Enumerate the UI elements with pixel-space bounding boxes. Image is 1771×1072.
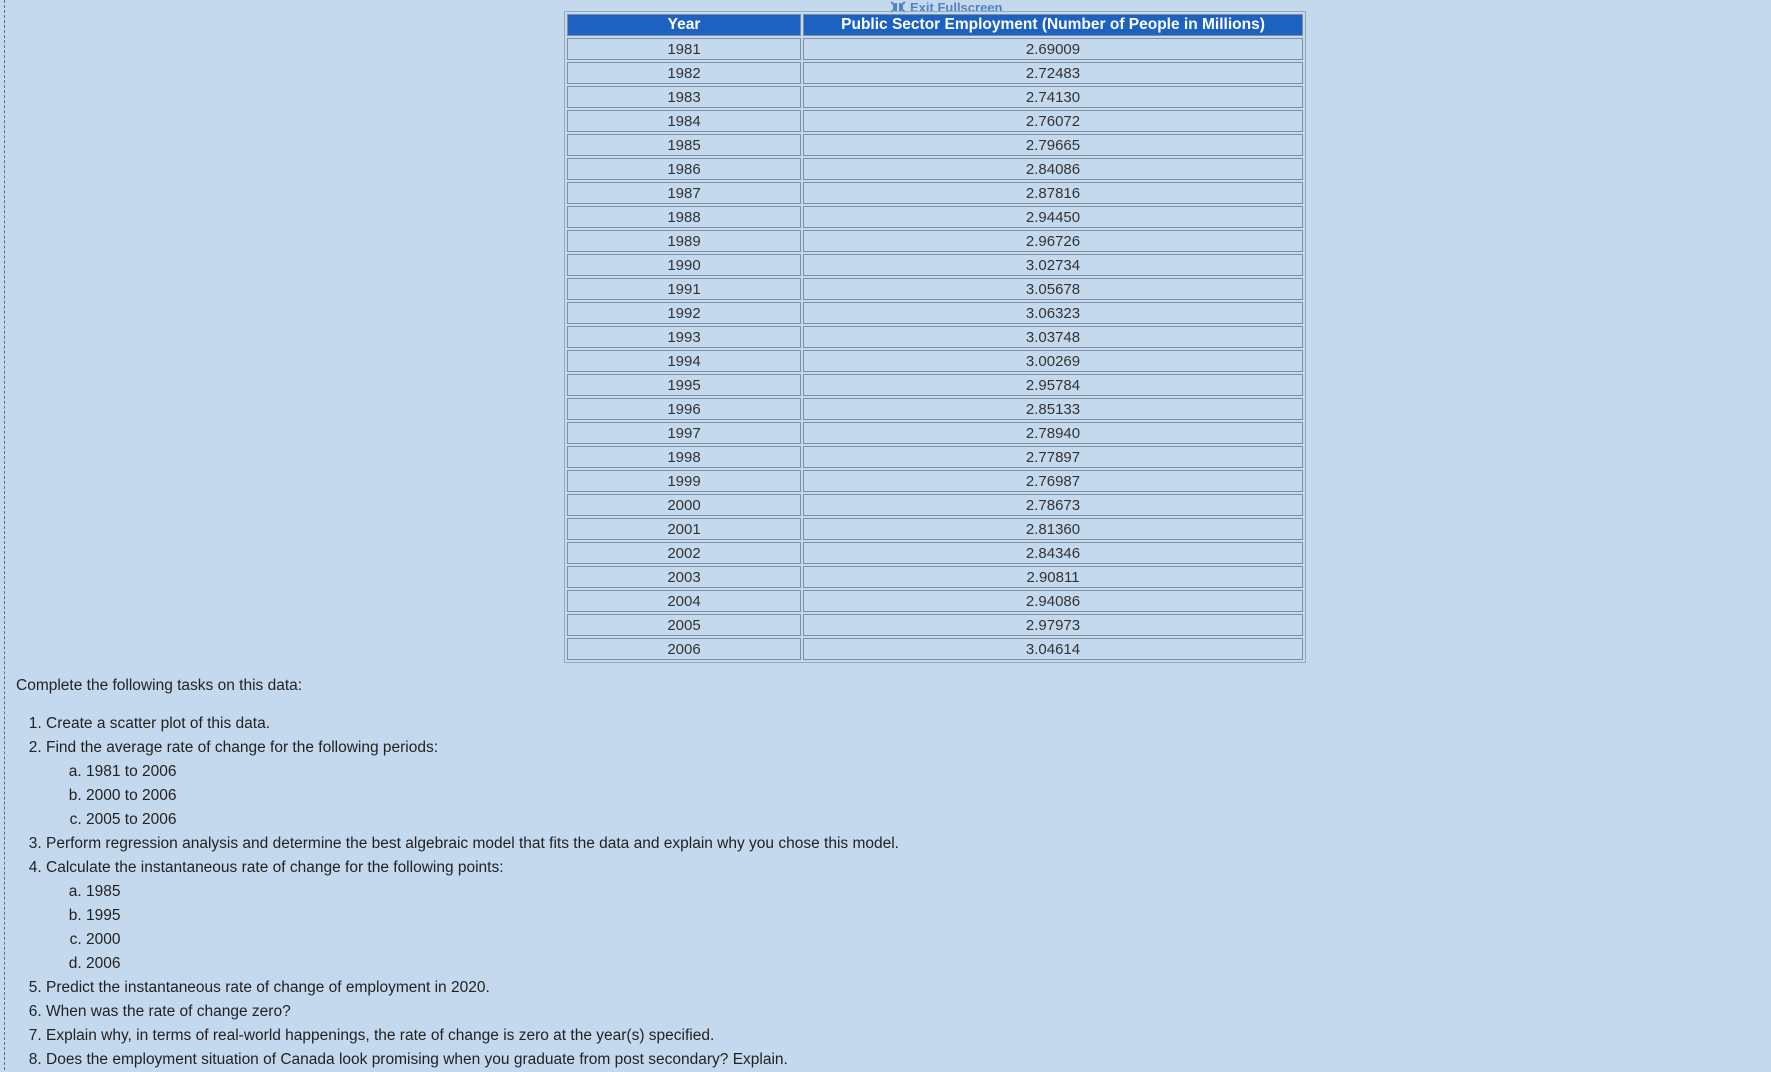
table-row: [567, 86, 1303, 108]
subtask-item: a. 1985: [86, 880, 899, 904]
cell-employment: 2.79665: [803, 134, 1303, 156]
cell-employment: 3.05678: [803, 278, 1303, 300]
cell-employment: 2.94086: [803, 590, 1303, 612]
table-row: [567, 590, 1303, 612]
cell-year: 2002: [567, 542, 801, 564]
cell-year: 1997: [567, 422, 801, 444]
employment-table: [564, 11, 1306, 663]
table-row: [567, 230, 1303, 252]
subtask-item: b. 1995: [86, 904, 899, 928]
cell-employment: 2.76987: [803, 470, 1303, 492]
cell-year: 1993: [567, 326, 801, 348]
cell-employment: 2.78940: [803, 422, 1303, 444]
cell-employment: 2.81360: [803, 518, 1303, 540]
cell-year: 2006: [567, 638, 801, 660]
cell-employment: 2.69009: [803, 38, 1303, 60]
instructions-intro: Complete the following tasks on this data:: [16, 677, 303, 694]
table-row: [567, 494, 1303, 516]
cell-year: 1996: [567, 398, 801, 420]
task-item: [46, 1000, 899, 1024]
cell-employment: 3.03748: [803, 326, 1303, 348]
task-text: When was the rate of change zero?: [46, 1003, 291, 1020]
cell-year: 1999: [567, 470, 801, 492]
cell-employment: 2.84346: [803, 542, 1303, 564]
cell-year: 1982: [567, 62, 801, 84]
table-row: [567, 614, 1303, 636]
table-row: [567, 134, 1303, 156]
cell-year: 1990: [567, 254, 801, 276]
table-row: [567, 302, 1303, 324]
subtask-item: b. 2000 to 2006: [86, 784, 899, 808]
task-item: [46, 1048, 899, 1072]
subtask-item: c. 2000: [86, 928, 899, 952]
table-row: [567, 278, 1303, 300]
cell-employment: 2.76072: [803, 110, 1303, 132]
cell-year: 1985: [567, 134, 801, 156]
cell-employment: 2.72483: [803, 62, 1303, 84]
task-text: Calculate the instantaneous rate of change for the following points:: [46, 859, 504, 876]
table-row: [567, 350, 1303, 372]
task-instructions: [16, 677, 899, 1072]
subtask-item: a. 1981 to 2006: [86, 760, 899, 784]
cell-employment: 3.00269: [803, 350, 1303, 372]
cell-employment: 2.84086: [803, 158, 1303, 180]
cell-employment: 2.87816: [803, 182, 1303, 204]
cell-year: 2004: [567, 590, 801, 612]
cell-year: 1986: [567, 158, 801, 180]
task-item: [46, 736, 899, 832]
cell-year: 2003: [567, 566, 801, 588]
task-list: [16, 712, 899, 1072]
task-text: Explain why, in terms of real-world happenings, the rate of change is zero at the year(s) specified.: [46, 1027, 715, 1044]
subtask-list: [46, 880, 899, 976]
table-row: [567, 254, 1303, 276]
table-row: [567, 206, 1303, 228]
table-header-row: [567, 14, 1303, 36]
task-item: [46, 712, 899, 736]
task-text: Find the average rate of change for the following periods:: [46, 739, 439, 756]
cell-employment: 3.06323: [803, 302, 1303, 324]
cell-employment: 3.02734: [803, 254, 1303, 276]
cell-year: 1984: [567, 110, 801, 132]
task-text: Predict the instantaneous rate of change of employment in 2020.: [46, 979, 490, 996]
cell-employment: 2.94450: [803, 206, 1303, 228]
table-row: [567, 566, 1303, 588]
cell-year: 2005: [567, 614, 801, 636]
table-row: [567, 158, 1303, 180]
table-row: [567, 398, 1303, 420]
table-row: [567, 182, 1303, 204]
cell-year: 1991: [567, 278, 801, 300]
header-year: Year: [567, 14, 801, 36]
cell-year: 1994: [567, 350, 801, 372]
table-row: [567, 542, 1303, 564]
task-text: Create a scatter plot of this data.: [46, 715, 271, 732]
exit-fullscreen-label: Exit Fullscreen: [910, 1, 1003, 13]
task-item: [46, 1024, 899, 1048]
table-row: [567, 110, 1303, 132]
cell-employment: 2.78673: [803, 494, 1303, 516]
table-row: [567, 470, 1303, 492]
table-row: [567, 374, 1303, 396]
task-item: [46, 856, 899, 976]
cell-employment: 3.04614: [803, 638, 1303, 660]
cell-employment: 2.77897: [803, 446, 1303, 468]
cell-employment: 2.96726: [803, 230, 1303, 252]
header-employment: Public Sector Employment (Number of People in Millions): [803, 14, 1303, 36]
subtask-item: c. 2005 to 2006: [86, 808, 899, 832]
table-row: [567, 62, 1303, 84]
page-left-border: [4, 0, 5, 1070]
task-text: Perform regression analysis and determine the best algebraic model that fits the data and explain why you chose this model.: [46, 835, 899, 852]
cell-year: 1988: [567, 206, 801, 228]
cell-year: 1995: [567, 374, 801, 396]
cell-employment: 2.97973: [803, 614, 1303, 636]
cell-year: 2000: [567, 494, 801, 516]
table-row: [567, 638, 1303, 660]
cell-year: 2001: [567, 518, 801, 540]
cell-year: 1983: [567, 86, 801, 108]
subtask-item: d. 2006: [86, 952, 899, 976]
cell-year: 1981: [567, 38, 801, 60]
table-row: [567, 326, 1303, 348]
cell-year: 1992: [567, 302, 801, 324]
cell-year: 1998: [567, 446, 801, 468]
task-item: [46, 976, 899, 1000]
subtask-list: [46, 760, 899, 832]
table-row: [567, 422, 1303, 444]
cell-employment: 2.74130: [803, 86, 1303, 108]
task-item: [46, 832, 899, 856]
table-row: [567, 446, 1303, 468]
table-body: [567, 38, 1303, 660]
task-text: Does the employment situation of Canada look promising when you graduate from post secondary? Explain.: [46, 1051, 788, 1068]
cell-employment: 2.90811: [803, 566, 1303, 588]
cell-employment: 2.95784: [803, 374, 1303, 396]
cell-year: 1989: [567, 230, 801, 252]
cell-year: 1987: [567, 182, 801, 204]
table-row: [567, 38, 1303, 60]
cell-employment: 2.85133: [803, 398, 1303, 420]
table-row: [567, 518, 1303, 540]
